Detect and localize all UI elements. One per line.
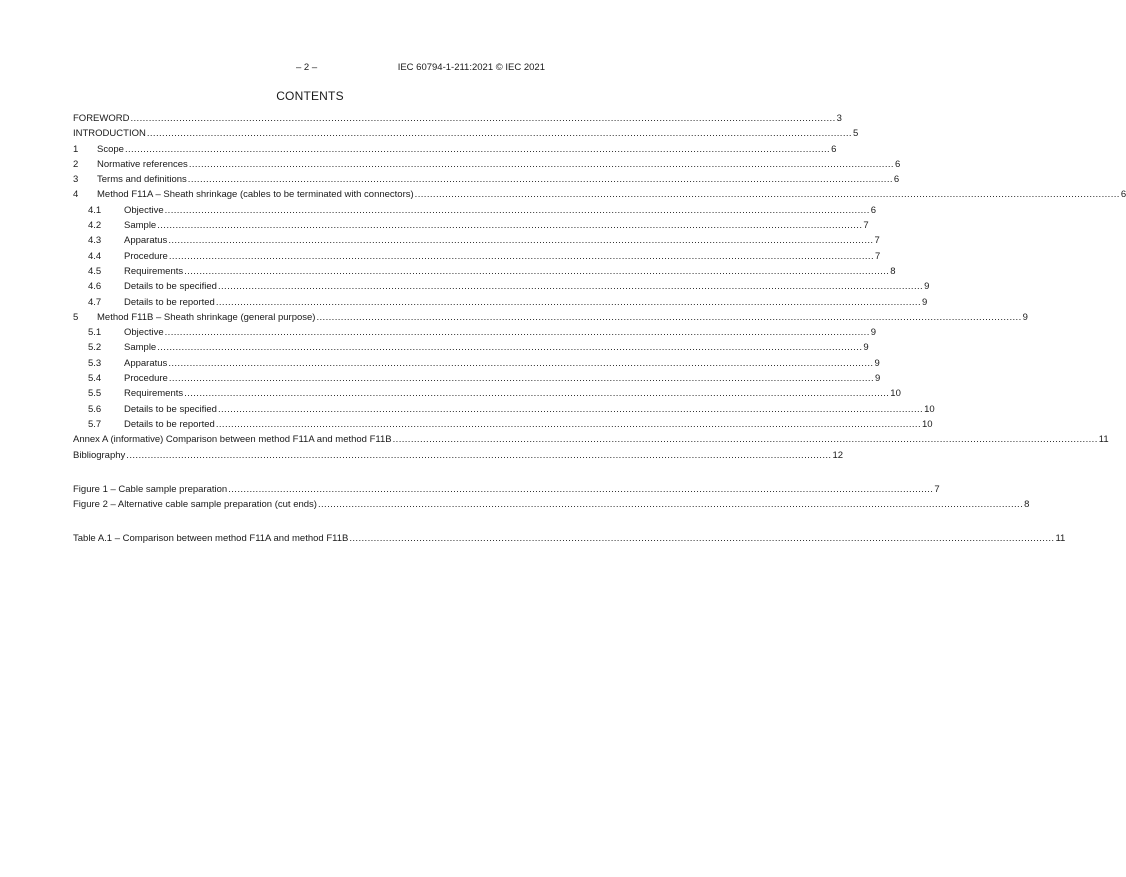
toc-entry-4-6[interactable]: 4.6 Details to be specified ..... 9 — [73, 279, 545, 294]
toc-entry-4-2[interactable]: 4.2 Sample ..... 7 — [73, 218, 545, 233]
toc-entry-5-5[interactable]: 5.5 Requirements ..... 10 — [73, 386, 545, 401]
toc-entry-annex-a[interactable]: Annex A (informative) Comparison between method F11A and method F11B ..... 11 — [73, 432, 545, 447]
toc-entry-4-3[interactable]: 4.3 Apparatus ..... 7 — [73, 233, 545, 248]
table-of-contents — [73, 111, 1126, 547]
toc-entry-foreword[interactable]: FOREWORD ..... 3 — [73, 111, 545, 126]
toc-entry-5-4[interactable]: 5.4 Procedure ..... 9 — [73, 371, 545, 386]
toc-entry-1[interactable]: 1 Scope ..... 6 — [73, 142, 545, 157]
toc-entry-4[interactable]: 4 Method F11A – Sheath shrinkage (cables to be terminated with connectors) ..... 6 — [73, 187, 545, 202]
toc-entry-5[interactable]: 5 Method F11B – Sheath shrinkage (general purpose) ..... 9 — [73, 310, 545, 325]
list-of-figures-entry-figure-2[interactable]: Figure 2 – Alternative cable sample preparation (cut ends) ..... 8 — [73, 497, 545, 512]
list-of-tables-entry-table-a1[interactable]: Table A.1 – Comparison between method F11A and method F11B ..... 11 — [73, 531, 545, 546]
toc-entry-4-5[interactable]: 4.5 Requirements ..... 8 — [73, 264, 545, 279]
document-reference-header: IEC 60794-1-211:2021 © IEC 2021 — [397, 62, 545, 73]
toc-entry-3[interactable]: 3 Terms and definitions ..... 6 — [73, 172, 545, 187]
toc-entry-4-1[interactable]: 4.1 Objective ..... 6 — [73, 203, 545, 218]
toc-entry-introduction[interactable]: INTRODUCTION ..... 5 — [73, 126, 545, 141]
toc-entry-4-7[interactable]: 4.7 Details to be reported ..... 9 — [73, 295, 545, 310]
toc-entry-4-4[interactable]: 4.4 Procedure ..... 7 — [73, 249, 545, 264]
contents-title: CONTENTS — [276, 89, 344, 103]
page-number-header: – 2 – — [296, 62, 318, 73]
toc-entry-5-2[interactable]: 5.2 Sample ..... 9 — [73, 340, 545, 355]
toc-entry-5-3[interactable]: 5.3 Apparatus ..... 9 — [73, 356, 545, 371]
list-of-figures-entry-figure-1[interactable]: Figure 1 – Cable sample preparation ..... 7 — [73, 482, 545, 497]
toc-entry-2[interactable]: 2 Normative references ..... 6 — [73, 157, 545, 172]
toc-entry-bibliography[interactable]: Bibliography ..... 12 — [73, 448, 545, 463]
toc-entry-5-6[interactable]: 5.6 Details to be specified ..... 10 — [73, 402, 545, 417]
toc-entry-5-1[interactable]: 5.1 Objective ..... 9 — [73, 325, 545, 340]
toc-entry-5-7[interactable]: 5.7 Details to be reported ..... 10 — [73, 417, 545, 432]
